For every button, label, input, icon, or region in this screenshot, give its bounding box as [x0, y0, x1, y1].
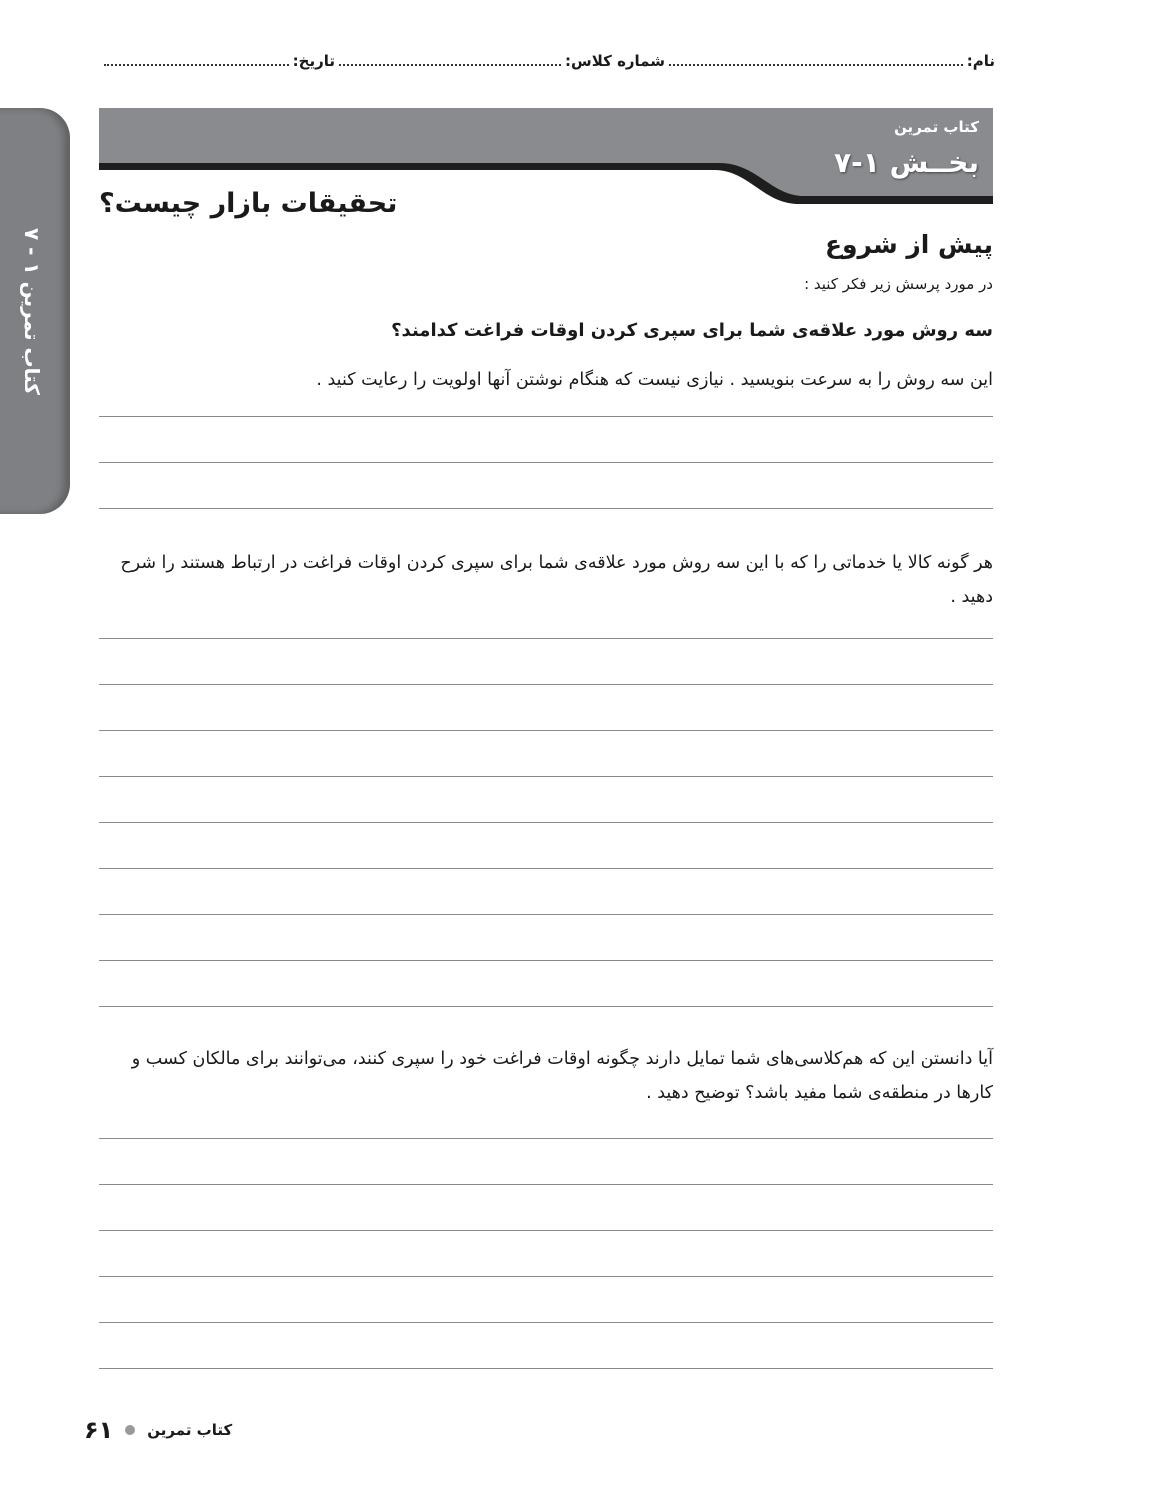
- date-label: تاریخ:: [292, 52, 335, 70]
- answer-line[interactable]: [99, 1184, 993, 1185]
- class-field[interactable]: [335, 52, 665, 70]
- answer-line[interactable]: [99, 1138, 993, 1139]
- answer-line[interactable]: [99, 638, 993, 639]
- answer-line[interactable]: [99, 960, 993, 961]
- name-field[interactable]: [665, 52, 995, 70]
- footer-bullet-icon: [125, 1425, 135, 1435]
- side-tab-label-wrap: [4, 108, 60, 514]
- answer-line[interactable]: [99, 776, 993, 777]
- before-start-heading: پیش از شروع: [824, 230, 993, 259]
- answer-line[interactable]: [99, 914, 993, 915]
- page-footer: [84, 1416, 232, 1444]
- question-1: سه روش مورد علاقه‌ی شما برای سپری کردن اوقات فراغت کدامند؟: [391, 320, 993, 341]
- answer-line[interactable]: [99, 1230, 993, 1231]
- answer-line[interactable]: [99, 730, 993, 731]
- page-number: ۶۱: [84, 1416, 114, 1444]
- answer-line[interactable]: [99, 462, 993, 463]
- banner-workbook-label: کتاب تمرین: [894, 118, 979, 136]
- answer-line[interactable]: [99, 1322, 993, 1323]
- answer-line[interactable]: [99, 1368, 993, 1369]
- answer-line[interactable]: [99, 1006, 993, 1007]
- name-label: نام:: [966, 52, 995, 70]
- instruction-text: در مورد پرسش زیر فکر کنید :: [804, 275, 993, 293]
- name-dotted-line: [669, 52, 963, 66]
- class-label: شماره کلاس:: [565, 52, 665, 70]
- student-info-row: [100, 52, 995, 78]
- section-title: تحقیقات بازار چیست؟: [99, 188, 398, 219]
- banner-section-number: بخــش ۱-۷: [834, 146, 979, 179]
- date-field[interactable]: [100, 52, 335, 70]
- answer-line[interactable]: [99, 868, 993, 869]
- answer-line[interactable]: [99, 822, 993, 823]
- prompt-1: این سه روش را به سرعت بنویسید . نیازی نیست که هنگام نوشتن آنها اولویت را رعایت کنید .: [316, 370, 993, 390]
- answer-line[interactable]: [99, 416, 993, 417]
- prompt-3: آیا دانستن این که هم‌کلاسی‌های شما تمایل دارند چگونه اوقات فراغت خود را سپری کنند، می‌توانند برای مالکان کسب و کارها در منطقه‌ی شما مفید باشد؟ توضیح دهید .: [131, 1049, 993, 1103]
- side-tab-label: کتاب تمرین ۱ - ۷: [20, 227, 44, 395]
- answer-line[interactable]: [99, 684, 993, 685]
- answer-line[interactable]: [99, 508, 993, 509]
- answer-line[interactable]: [99, 1276, 993, 1277]
- class-dotted-line: [339, 52, 561, 66]
- date-dotted-line: [104, 52, 289, 66]
- prompt-2: هر گونه کالا یا خدماتی را که با این سه روش مورد علاقه‌ی شما برای سپری کردن اوقات فراغت در ارتباط هستند را شرح دهید .: [120, 553, 993, 607]
- footer-workbook-label: کتاب تمرین: [147, 1421, 233, 1439]
